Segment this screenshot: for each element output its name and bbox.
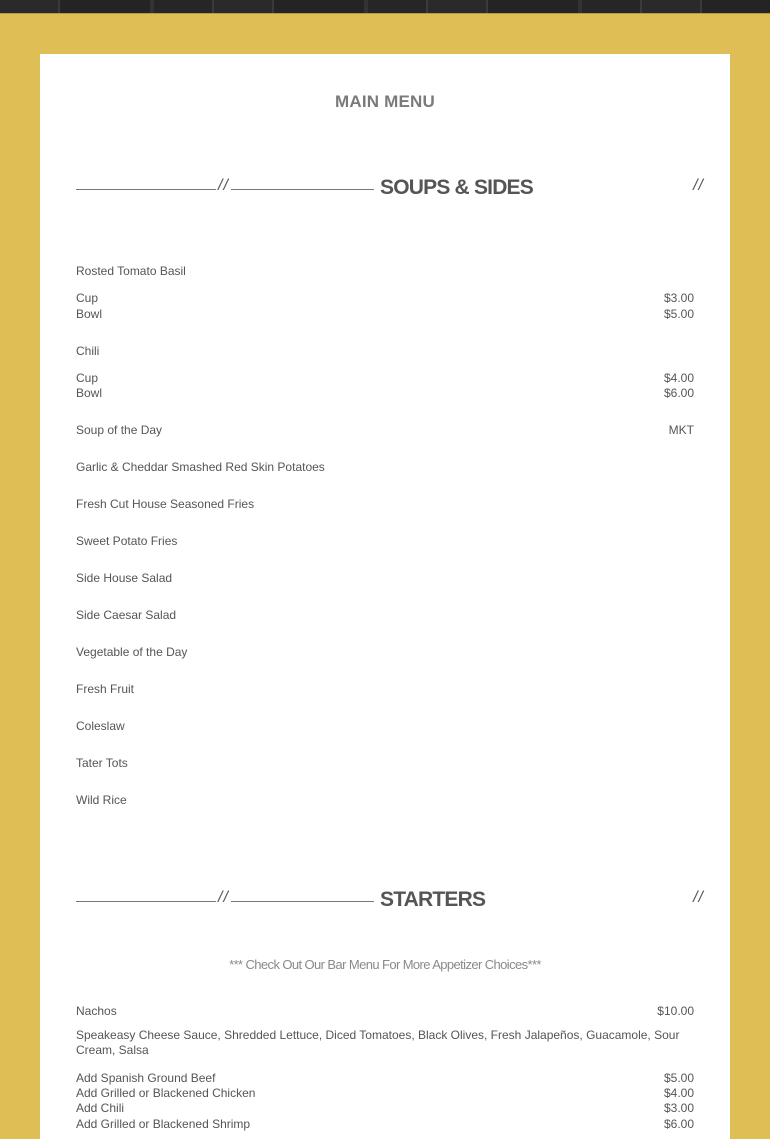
- section-title-soups-sides: SOUPS & SIDES: [380, 176, 533, 199]
- menu-item-price: MKT: [668, 423, 694, 437]
- menu-item-name: Tater Tots: [76, 756, 128, 770]
- menu-item-tater-tots: [76, 756, 694, 771]
- menu-item-side-caesar-salad: [76, 608, 694, 623]
- menu-item-coleslaw: [76, 719, 694, 734]
- menu-item-tomato-bowl: [76, 307, 694, 322]
- menu-item-name: Chili: [76, 344, 100, 358]
- menu-item-add-shrimp: [76, 1117, 694, 1132]
- menu-item-name: Cup: [76, 291, 99, 305]
- menu-item-price: $4.00: [663, 371, 694, 385]
- menu-item-tomato-basil: [76, 264, 694, 279]
- menu-item-name: Wild Rice: [76, 793, 127, 807]
- menu-item-fries: [76, 497, 694, 512]
- menu-item-name: Fresh Fruit: [76, 682, 135, 696]
- slash-ornament-right: //: [693, 177, 704, 194]
- slash-ornament-right: //: [693, 889, 704, 906]
- menu-item-price: $3.00: [663, 1101, 694, 1115]
- menu-item-name: Side House Salad: [76, 571, 173, 585]
- page-title: MAIN MENU: [334, 92, 435, 111]
- menu-item-wild-rice: [76, 793, 694, 808]
- menu-item-price: $6.00: [663, 1117, 694, 1131]
- menu-item-chili-bowl: [76, 386, 694, 401]
- menu-item-chili-cup: [76, 371, 694, 386]
- menu-item-side-house-salad: [76, 571, 694, 586]
- menu-item-nachos: [76, 1004, 694, 1019]
- menu-item-price: $3.00: [663, 291, 694, 305]
- menu-item-name: Garlic & Cheddar Smashed Red Skin Potatoes: [76, 460, 325, 474]
- menu-item-name: Side Caesar Salad: [76, 608, 177, 622]
- menu-item-name: Add Spanish Ground Beef: [76, 1071, 216, 1085]
- slash-ornament-left: //: [218, 889, 229, 906]
- menu-item-sweet-potato-fries: [76, 534, 694, 549]
- menu-item-name: Add Grilled or Blackened Chicken: [76, 1086, 256, 1100]
- menu-item-add-chili: [76, 1101, 694, 1116]
- menu-item-price: $4.00: [663, 1086, 694, 1100]
- menu-item-name: Coleslaw: [76, 719, 125, 733]
- menu-item-chili: [76, 344, 694, 359]
- menu-item-vegetable-of-day: [76, 645, 694, 660]
- menu-item-price: $5.00: [663, 1071, 694, 1085]
- menu-panel: [40, 54, 730, 1139]
- menu-item-add-chicken: [76, 1086, 694, 1101]
- menu-item-price: $6.00: [663, 386, 694, 400]
- menu-item-soup-of-day: [76, 423, 694, 438]
- menu-item-price: $5.00: [663, 307, 694, 321]
- bar-menu-note: *** Check Out Our Bar Menu For More Appetizer Choices***: [229, 957, 541, 972]
- menu-item-smashed-potatoes: [76, 460, 694, 475]
- menu-item-name: Rosted Tomato Basil: [76, 264, 186, 278]
- menu-item-name: Bowl: [76, 386, 103, 400]
- section-header-soups-sides: [76, 176, 704, 202]
- menu-item-name: Sweet Potato Fries: [76, 534, 178, 548]
- section-header-starters: [76, 888, 704, 914]
- slash-ornament-left: //: [218, 177, 229, 194]
- menu-item-name: Bowl: [76, 307, 103, 321]
- menu-item-name: Add Chili: [76, 1101, 125, 1115]
- menu-item-name: Fresh Cut House Seasoned Fries: [76, 497, 255, 511]
- menu-item-name: Cup: [76, 371, 99, 385]
- menu-item-name: Soup of the Day: [76, 423, 163, 437]
- menu-item-name: Nachos: [76, 1004, 117, 1018]
- header-photo-strip: [0, 0, 770, 14]
- section-title-starters: STARTERS: [380, 888, 486, 911]
- nachos-description: Speakeasy Cheese Sauce, Shredded Lettuce, Diced Tomatoes, Black Olives, Fresh Jalapeños, Guacamole, Sour Cream, Salsa: [76, 1028, 680, 1057]
- menu-item-name: Add Grilled or Blackened Shrimp: [76, 1117, 251, 1131]
- menu-item-add-ground-beef: [76, 1071, 694, 1086]
- menu-item-fresh-fruit: [76, 682, 694, 697]
- menu-item-tomato-cup: [76, 291, 694, 306]
- menu-item-price: $10.00: [657, 1004, 694, 1018]
- menu-item-name: Vegetable of the Day: [76, 645, 188, 659]
